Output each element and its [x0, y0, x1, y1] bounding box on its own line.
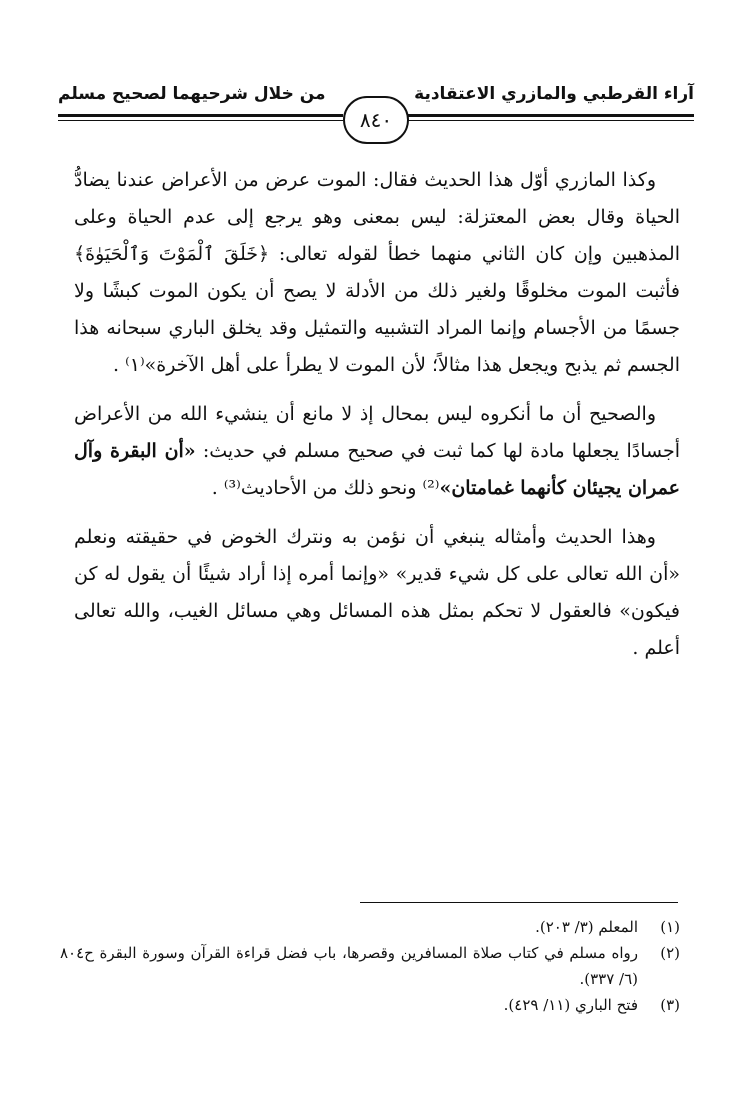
- header-rule-right-thin: [408, 120, 694, 121]
- paragraph-2-text: والصحيح أن ما أنكروه ليس بمحال إذ لا مانع أن ينشيء الله من الأعراض أجسادًا يجعلها مادة لها كما ثبت في صحيح مسلم في حديث:: [74, 403, 680, 462]
- footnote-3: [60, 992, 680, 1018]
- footnotes: [60, 914, 680, 1018]
- header-subtitle: من خلال شرحيهما لصحيح مسلم: [58, 84, 326, 104]
- footnote-separator: [360, 902, 678, 903]
- footnote-number: (١): [660, 918, 680, 936]
- footnote-number: (٣): [660, 996, 680, 1014]
- paragraph-2-tail: ⁽²⁾ ونحو ذلك من الأحاديث⁽³⁾ .: [211, 477, 440, 499]
- header-book-title: آراء القرطبي والمازري الاعتقادية: [414, 84, 694, 104]
- footnote-text: المعلم (٣/ ٢٠٣).: [535, 918, 638, 936]
- header-rule-left-thin: [58, 120, 343, 121]
- header-rule-right-thick: [408, 114, 694, 117]
- footnote-number: (٢): [660, 944, 680, 962]
- paragraph-2: [74, 396, 680, 507]
- hadith-quote: «أن البقرة وآل عمران يجيئان كأنهما غمامتان»: [74, 440, 680, 499]
- main-text: [74, 162, 680, 679]
- header-rule-left-thick: [58, 114, 343, 117]
- paragraph-1: وكذا المازري أوّل هذا الحديث فقال: الموت عرض من الأعراض عندنا يضادُّ الحياة وقال بعض المعتزلة: ليس بمعنى وهو يرجع إلى عدم الحياة وعلى المذهبين وإن كان الثاني منهما خطأ لقوله تعالى: ﴿خَلَقَ ٱلْمَوْتَ وَٱلْحَيَوٰةَ﴾ فأثبت الموت مخلوقًا ولغير ذلك من الأدلة لا يصح أن يكون الموت كبشًا ولا جسمًا من الأجسام وإنما المراد التشبيه والتمثيل وقد يخلق الباري سبحانه هذا الجسم ثم يذبح ويجعل هذا مثالاً؛ لأن الموت لا يطرأ على أهل الآخرة»⁽١⁾ .: [74, 169, 680, 376]
- footnote-2: [60, 940, 680, 992]
- footnote-text: رواه مسلم في كتاب صلاة المسافرين وقصرها، باب فضل قراءة القرآن وسورة البقرة ح٨٠٤ (٦/ ٣٣٧).: [60, 944, 638, 988]
- page-number: ٨٤٠: [343, 96, 409, 144]
- footnote-text: فتح الباري (١١/ ٤٢٩).: [503, 996, 638, 1014]
- paragraph-3: وهذا الحديث وأمثاله ينبغي أن نؤمن به ونترك الخوض في حقيقته ونعلم «أن الله تعالى على كل شيء قدير» «وإنما أمره إذا أراد شيئًا أن يقول له كن فيكون» فالعقول لا تحكم بمثل هذه المسائل وهي مسائل الغيب، والله تعالى أعلم .: [74, 526, 680, 659]
- footnote-1: [60, 914, 680, 940]
